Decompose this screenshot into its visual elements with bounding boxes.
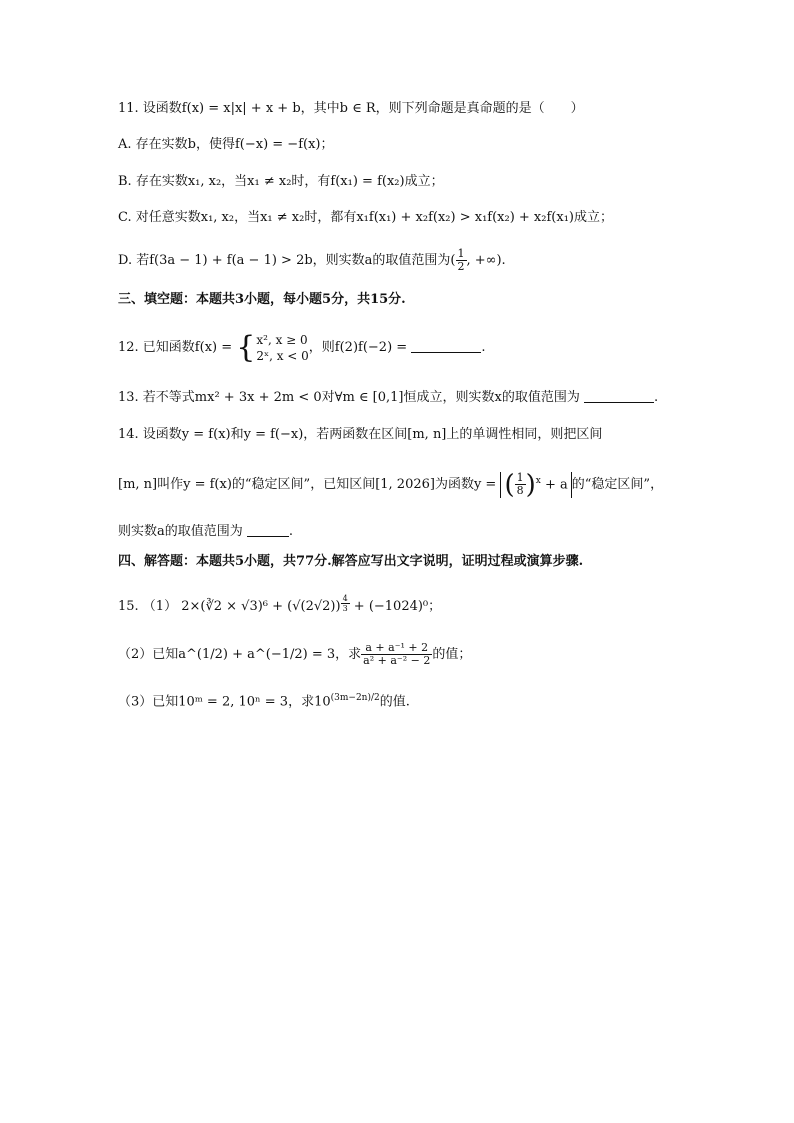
q14-line3: 则实数a的取值范围为 . [118,524,294,539]
q13-answer-blank[interactable] [584,388,654,403]
q12-brace: { [236,329,256,365]
q13: 13. 若不等式mx² + 3x + 2m < 0对∀m ∈ [0,1]恒成立，则实数x的取值范围为 . [118,390,659,405]
q15-part3: （3）已知10ᵐ = 2, 10ⁿ = 3，求$10^{(3m-2n)/2}$的值. [118,693,410,710]
q15-exponent-fraction: $\frac{4}{3}$ [342,594,348,613]
q11-d-fraction: $\frac{1}{2}$ [457,247,465,273]
q14-line1: 14. 设函数y = f(x)和y = f(−x)，若两函数在区间[m, n]上的单调性相同，则把区间 [118,427,603,442]
section-solutions-heading: 四、解答题：本题共5小题，共77分.解答应写出文字说明，证明过程或演算步骤. [118,554,584,569]
q11-option-d: D. 若f(3a − 1) + f(a − 1) > 2b，则实数a的取值范围为( $\frac{1}{2}$ , +∞). [118,247,506,273]
q14-abs-expression: ( $\frac{1}{8}$ )$^x$ + a [500,472,571,498]
section-fill-in-heading: 三、填空题：本题共3小题，每小题5分，共15分. [118,292,406,307]
q14-answer-blank[interactable] [247,522,289,537]
q15-part1: 15. （1） 2×(∛2 × √3)⁶ + (√(2√2)) $\frac{4}{3}$ + (−1024)⁰； [118,594,442,614]
q15-part2: （2）已知a^(1/2) + a^(−1/2) = 3，求 $\frac{\text{a + a⁻¹ + 2}}{\text{a² + a⁻² − 2}}$ 的值； [118,641,472,667]
q14-line2: [m, n]叫作y = f(x)的“稳定区间”，已知区间[1, 2026]为函数y = ( $\frac{1}{8}$ )$^x$ + a 的“稳定区间”， [118,469,664,500]
q11-option-c: C. 对任意实数x₁, x₂，当x₁ ≠ x₂时，都有x₁f(x₁) + x₂f(x₂) > x₁f(x₂) + x₂f(x₁)成立； [118,210,613,225]
q12-answer-blank[interactable] [411,338,481,353]
q11-option-a: A. 存在实数b，使得f(−x) = −f(x)； [118,137,334,152]
q15-part2-fraction: $\frac{\text{a + a⁻¹ + 2}}{\text{a² + a⁻² − 2}}$ [363,641,431,667]
q11-stem: 11. 设函数f(x) = x|x| + x + b，其中b ∈ R，则下列命题是真命题的是（ ） [118,101,584,116]
q11-option-b: B. 存在实数x₁, x₂，当x₁ ≠ x₂时，有f(x₁) = f(x₂)成立； [118,174,444,189]
q12-cases: x², x ≥ 0 2ˣ, x < 0 [256,332,309,363]
q12: 12. 已知函数f(x) = { x², x ≥ 0 2ˣ, x < 0 ，则f(2)f(−2) = . [118,329,486,365]
